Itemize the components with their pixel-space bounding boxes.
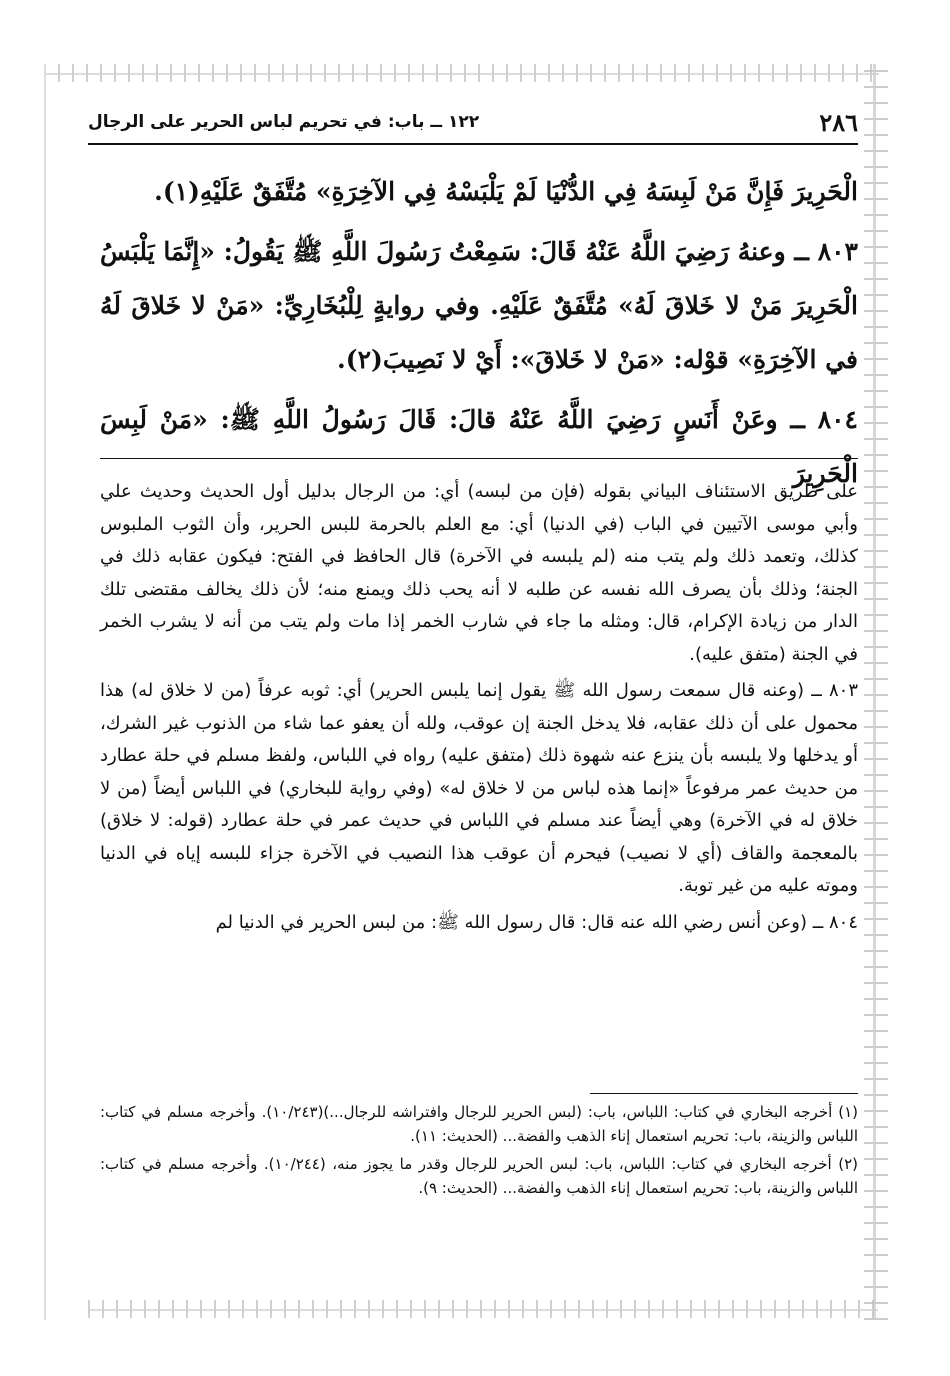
decorative-border-right [864, 64, 888, 1320]
commentary-paragraph: ٨٠٤ ــ (وعن أنس رضي الله عنه قال: قال رسول الله ﷺ: من لبس الحرير في الدنيا لم [215, 911, 858, 933]
hadith-paragraph: ٨٠٤ ــ وعَنْ أَنَسٍ رَضِيَ اللَّهُ عَنْهُ قالَ: قَالَ رَسُولُ اللَّهِ ﷺ: «مَنْ لَبِسَ الْحَرِيرَ [100, 405, 858, 488]
footnote-rule [590, 1093, 858, 1094]
section-divider [100, 458, 858, 459]
decorative-border-top [44, 64, 879, 82]
commentary-text [100, 476, 858, 943]
chapter-title: ١٢٢ ــ باب: في تحريم لباس الحرير على الرجال [88, 112, 480, 132]
commentary-paragraph: ٨٠٣ ــ (وعنه قال سمعت رسول الله ﷺ يقول إنما يلبس الحرير) أي: ثوبه عرفاً (من لا خلاق له) هذا محمول على أن ذلك عقابه، فلا يدخل الجنة إن عوقب، ولله أن يعفو عما شاء من الذنوب غير الشرك، أو يدخلها ولا يلبسه بأن ينزع عنه شهوة ذلك (متفق عليه) رواه في اللباس، ولفظ مسلم في حلة عطارد من حديث عمر مرفوعاً «إنما هذه لباس من لا خلاق له» (وفي رواية للبخاري) في اللباس أيضاً (من لا خلاق له في الآخرة) وهي أيضاً عند مسلم في اللباس في حديث عمر في حلة عطارد (قوله: لا خلاق) بالمعجمة والقاف (أي لا نصيب) فيحرم أن عوقب هذا النصيب في الآخرة جزاء للبسه إياه في الدنيا وموته عليه من غير توبة. [100, 680, 858, 896]
header-rule [88, 143, 858, 145]
hadith-paragraph: ٨٠٣ ــ وعنهُ رَضِيَ اللَّهُ عَنْهُ قَالَ: سَمِعْتُ رَسُولَ اللَّهِ ﷺ يَقُولُ: «إِنَّمَا يَلْبَسُ الْحَرِيرَ مَنْ لا خَلاقَ لَهُ» مُتَّفَقٌ عَلَيْهِ. وفي روايةٍ لِلْبُخَارِيِّ: «مَنْ لا خَلاقَ لَهُ في الآخِرَةِ» قوْله: «مَنْ لا خَلاقَ»: أَيْ لا نَصِيبَ(٢). [100, 237, 858, 374]
hadith-paragraph: الْحَرِيرَ فَإِنَّ مَنْ لَبِسَهُ فِي الدُّنْيَا لَمْ يَلْبَسْهُ فِي الآخِرَةِ» مُتَّفَقٌ عَلَيْهِ(١). [154, 177, 858, 206]
page-header [88, 108, 858, 140]
commentary-paragraph: على طريق الاستئناف البياني بقوله (فإن من لبسه) أي: من الرجال بدليل أول الحديث وحديث علي وأبي موسى الآتيين في الباب (في الدنيا) أي: مع العلم بالحرمة للبس الحرير، وأن الثوب الملبوس كذلك، وتعمد ذلك ولم يتب منه (لم يلبسه في الآخرة) قال الحافظ في الفتح: فيكون عقابه ذلك في الجنة؛ وذلك بأن يصرف الله نفسه عن طلبه لا أنه يحب ذلك ويمنع منه؛ لأن ذلك يخالف مقتضى تلك الدار من زيادة الإكرام، قال: ومثله ما جاء في شارب الخمر إذا مات ولم يتب من أنه لا يشرب الخمر في الجنة (متفق عليه). [100, 481, 858, 665]
decorative-border-left [44, 64, 46, 1320]
footnote: (١) أخرجه البخاري في كتاب: اللباس، باب: (لبس الحرير للرجال وافتراشه للرجال...)(١٠/٢٤٣). وأخرجه مسلم في كتاب: اللباس والزينة، باب: تحريم استعمال إناء الذهب والفضة... (الحديث: ١١). [100, 1103, 858, 1145]
decorative-border-bottom [88, 1300, 878, 1318]
hadith-text [100, 165, 858, 507]
page-number: ٢٨٦ [819, 108, 858, 137]
footnote: (٢) أخرجه البخاري في كتاب: اللباس، باب: لبس الحرير للرجال وقدر ما يجوز منه، (١٠/٢٤٤). وأخرجه مسلم في كتاب: اللباس والزينة، باب: تحريم استعمال إناء الذهب والفضة... (الحديث: ٩). [100, 1155, 858, 1197]
footnotes [100, 1100, 858, 1204]
